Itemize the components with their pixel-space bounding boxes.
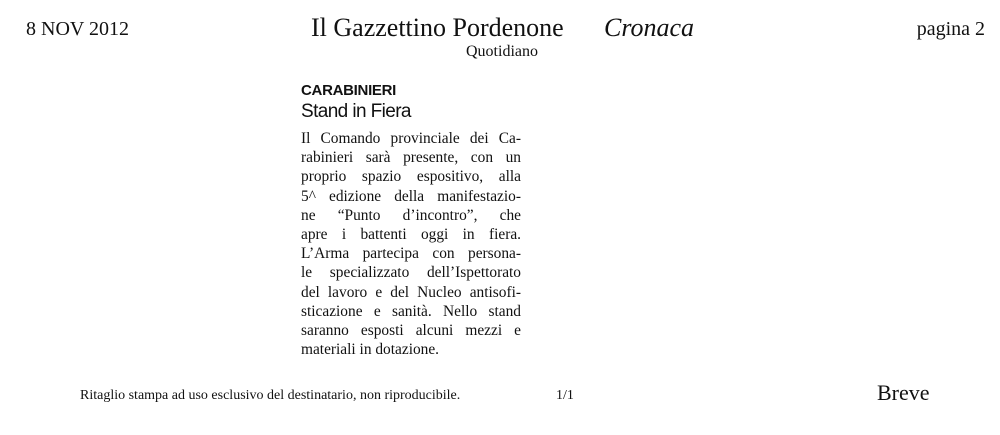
article-kicker: CARABINIERI: [301, 82, 397, 99]
article: [301, 82, 521, 359]
article-type: Breve: [877, 380, 930, 405]
article-headline: Stand in Fiera: [301, 101, 411, 122]
reproduction-notice: Ritaglio stampa ad uso esclusivo del destinatario, non riproducibile.: [80, 388, 461, 403]
article-line: saranno esposti alcuni mezzi e: [301, 322, 521, 340]
article-line: ne “Punto d’incontro”, che: [301, 206, 521, 224]
article-line: proprio spazio espositivo, alla: [301, 168, 521, 186]
page-count: 1/1: [556, 388, 574, 403]
newspaper-name: Il Gazzettino Pordenone: [311, 13, 564, 42]
article-line: rabinieri sarà presente, con un: [301, 149, 521, 167]
article-line: apre i battenti oggi in fiera.: [301, 226, 521, 244]
article-line: 5^ edizione della manifestazio-: [301, 187, 521, 205]
publication-type: Quotidiano: [466, 43, 538, 60]
article-line: sticazione e sanità. Nello stand: [301, 302, 521, 320]
article-body: [301, 129, 521, 359]
section-name: Cronaca: [604, 13, 695, 42]
clipping-date: 8 NOV 2012: [26, 18, 129, 40]
masthead: [300, 13, 720, 63]
article-line: le specializzato dell’Ispettorato: [301, 264, 521, 282]
article-line: materiali in dotazione.: [301, 341, 440, 359]
article-line: L’Arma partecipa con persona-: [301, 245, 521, 263]
article-line: del lavoro e del Nucleo antisofi-: [301, 283, 521, 301]
page-number: pagina 2: [916, 18, 985, 40]
article-line: Il Comando provinciale dei Ca-: [301, 130, 521, 147]
